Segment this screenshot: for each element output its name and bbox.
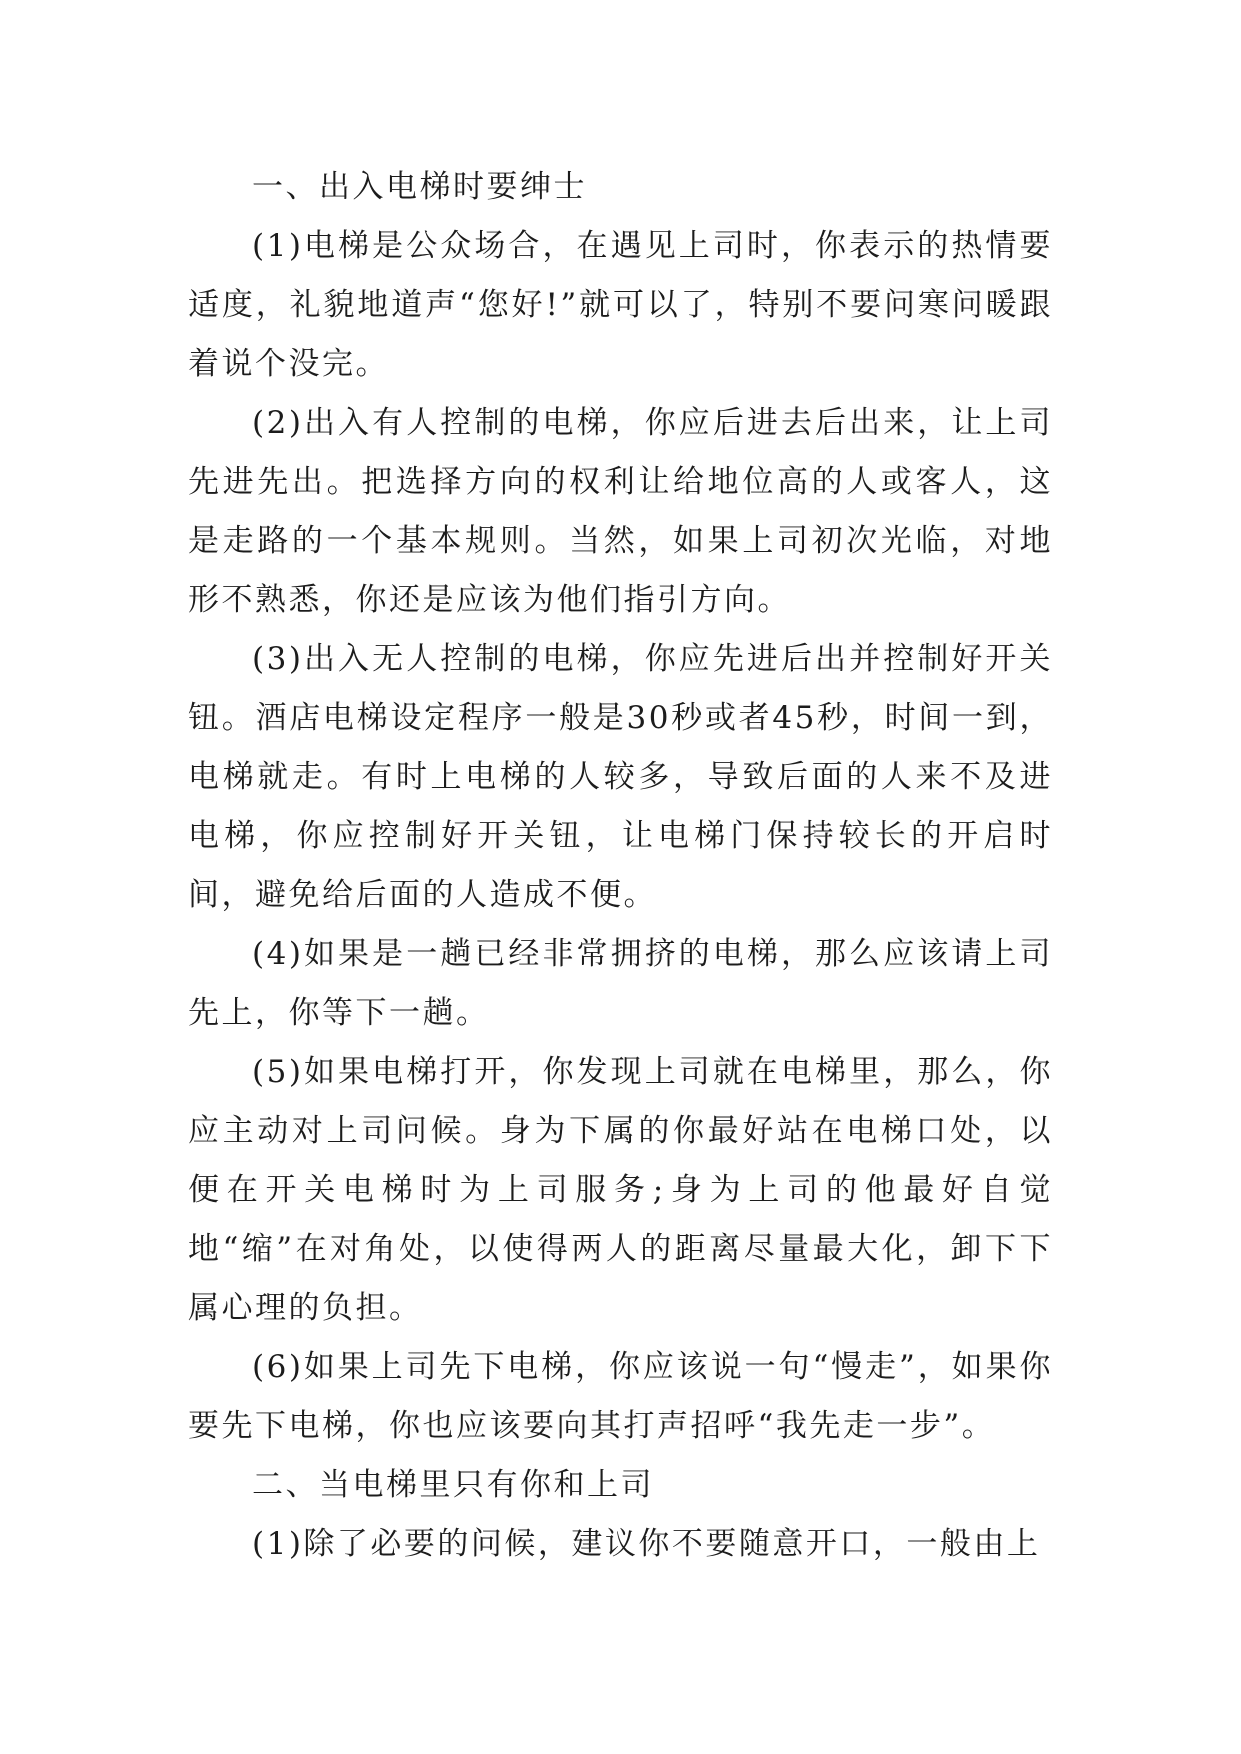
paragraph-2: (2)出入有人控制的电梯，你应后进去后出来，让上司先进先出。把选择方向的权利让给地位高的人或客人，这是走路的一个基本规则。当然，如果上司初次光临，对地形不熟悉，你还是应该为他们指引方向。 (188, 405, 1053, 618)
paragraph-5: (5)如果电梯打开，你发现上司就在电梯里，那么，你应主动对上司问候。身为下属的你最好站在电梯口处，以便在开关电梯时为上司服务;身为上司的他最好自觉地“缩”在对角处，以使得两人的距离尽量最大化，卸下下属心理的负担。 (188, 1054, 1053, 1326)
document-body (188, 158, 1053, 1574)
section-heading-1: 一、出入电梯时要绅士 (252, 169, 587, 205)
paragraph-6: (6)如果上司先下电梯，你应该说一句“慢走”，如果你要先下电梯，你也应该要向其打声招呼“我先走一步”。 (188, 1349, 1053, 1444)
paragraph-4: (4)如果是一趟已经非常拥挤的电梯，那么应该请上司先上，你等下一趟。 (188, 936, 1053, 1031)
section-heading-2: 二、当电梯里只有你和上司 (252, 1467, 654, 1503)
paragraph-3: (3)出入无人控制的电梯，你应先进后出并控制好开关钮。酒店电梯设定程序一般是30秒或者45秒，时间一到，电梯就走。有时上电梯的人较多，导致后面的人来不及进电梯，你应控制好开关钮，让电梯门保持较长的开启时间，避免给后面的人造成不便。 (188, 641, 1053, 913)
paragraph-1: (1)电梯是公众场合，在遇见上司时，你表示的热情要适度，礼貌地道声“您好!”就可以了，特别不要问寒问暖跟着说个没完。 (188, 228, 1053, 382)
paragraph-7: (1)除了必要的问候，建议你不要随意开口，一般由上 (252, 1526, 1041, 1562)
